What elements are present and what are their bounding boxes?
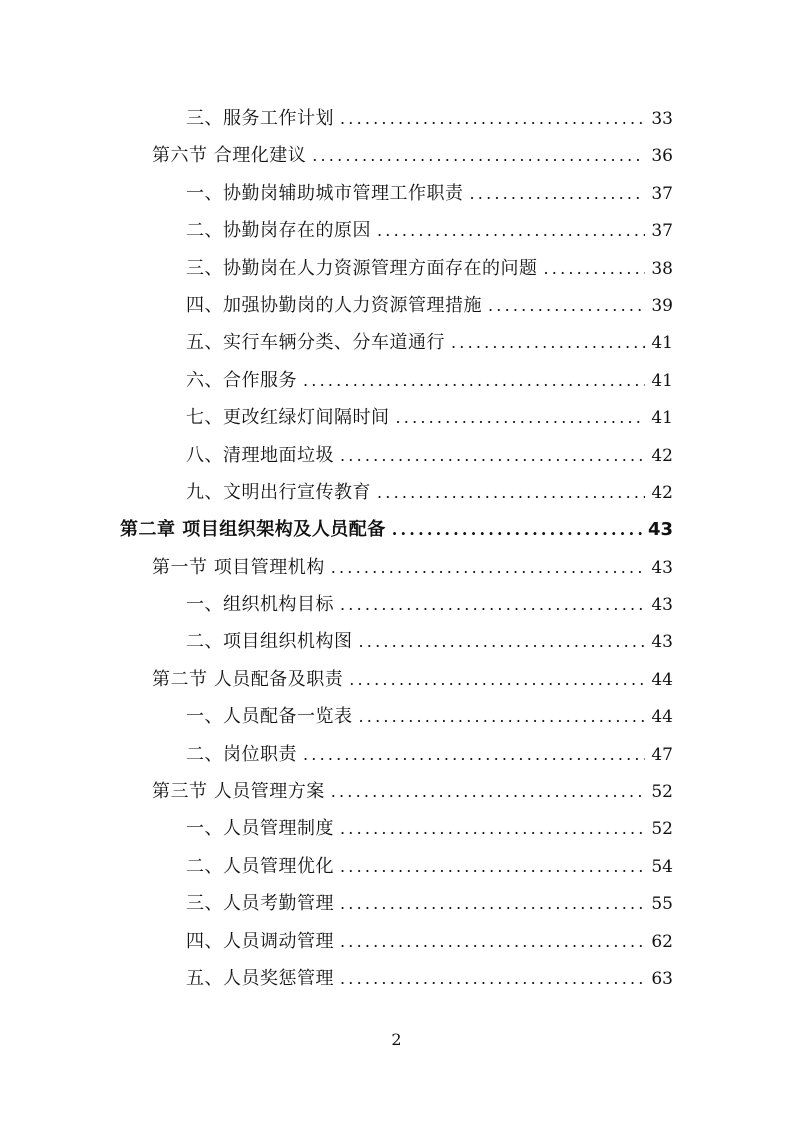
- toc-entry[interactable]: [0, 623, 793, 660]
- toc-entry-page: 37: [651, 183, 673, 204]
- toc-entry[interactable]: [0, 810, 793, 847]
- toc-entry-title: 第六节 合理化建议: [152, 145, 307, 167]
- toc-entry-title: 四、加强协勤岗的人力资源管理措施: [186, 294, 482, 316]
- toc-entry-page: 54: [651, 856, 673, 877]
- toc-entry-page: 42: [651, 445, 673, 466]
- toc-entry-title: 九、文明出行宣传教育: [186, 481, 371, 503]
- toc-dot-leader: [349, 661, 645, 698]
- toc-entry-title: 二、岗位职责: [186, 743, 297, 765]
- toc-dot-leader: [396, 399, 646, 436]
- toc-entry-page: 43: [651, 557, 673, 578]
- toc-entry-page: 42: [651, 482, 673, 503]
- page-number: 2: [391, 1030, 402, 1049]
- toc-entry-title: 第一节 项目管理机构: [152, 556, 325, 578]
- toc-entry-page: 43: [651, 632, 673, 653]
- toc-entry-title: 一、人员管理制度: [186, 818, 334, 840]
- toc-entry[interactable]: [0, 885, 793, 922]
- toc-dot-leader: [451, 324, 645, 361]
- toc-dot-leader: [340, 437, 645, 474]
- toc-chapter-entry[interactable]: [0, 511, 793, 548]
- toc-entry[interactable]: [0, 923, 793, 960]
- toc-dot-leader: [303, 736, 645, 773]
- toc-entry-page: 55: [651, 894, 673, 915]
- toc-entry-page: 36: [651, 146, 673, 167]
- toc-entry[interactable]: [0, 250, 793, 287]
- toc-entry[interactable]: [0, 287, 793, 324]
- toc-entry-page: 43: [651, 595, 673, 616]
- toc-entry-title: 六、合作服务: [186, 369, 297, 391]
- table-of-contents: [0, 100, 793, 997]
- toc-dot-leader: [331, 549, 645, 586]
- toc-entry-title: 二、协勤岗存在的原因: [186, 220, 371, 242]
- toc-entry[interactable]: [0, 100, 793, 137]
- toc-entry[interactable]: [0, 175, 793, 212]
- toc-entry[interactable]: [0, 362, 793, 399]
- toc-entry[interactable]: [0, 212, 793, 249]
- toc-entry-title: 一、组织机构目标: [186, 594, 334, 616]
- toc-entry-page: 39: [651, 295, 673, 316]
- toc-entry-title: 第二章 项目组织架构及人员配备: [120, 519, 386, 541]
- toc-entry-title: 三、人员考勤管理: [186, 893, 334, 915]
- toc-entry[interactable]: [0, 960, 793, 997]
- toc-dot-leader: [340, 848, 645, 885]
- toc-entry-page: 44: [651, 707, 673, 728]
- toc-section-entry[interactable]: [0, 661, 793, 698]
- toc-entry[interactable]: [0, 399, 793, 436]
- toc-entry-title: 三、服务工作计划: [186, 108, 334, 129]
- toc-section-entry[interactable]: [0, 137, 793, 174]
- toc-entry-title: 五、实行车辆分类、分车道通行: [186, 332, 445, 354]
- toc-entry[interactable]: [0, 437, 793, 474]
- toc-dot-leader: [340, 586, 645, 623]
- toc-entry-page: 47: [651, 744, 673, 765]
- toc-dot-leader: [544, 250, 646, 287]
- toc-entry-page: 41: [651, 370, 673, 391]
- toc-entry-page: 41: [651, 333, 673, 354]
- toc-entry[interactable]: [0, 324, 793, 361]
- toc-dot-leader: [340, 885, 645, 922]
- toc-entry-page: 37: [651, 221, 673, 242]
- toc-entry-title: 一、协勤岗辅助城市管理工作职责: [186, 182, 464, 204]
- toc-entry-title: 第二节 人员配备及职责: [152, 668, 344, 690]
- toc-dot-leader: [331, 773, 645, 810]
- toc-dot-leader: [392, 511, 642, 548]
- toc-entry[interactable]: [0, 698, 793, 735]
- toc-entry-title: 第三节 人员管理方案: [152, 781, 325, 803]
- toc-section-entry[interactable]: [0, 549, 793, 586]
- toc-dot-leader: [340, 810, 645, 847]
- toc-entry-title: 五、人员奖惩管理: [186, 967, 334, 989]
- toc-entry-page: 44: [651, 669, 673, 690]
- toc-dot-leader: [377, 474, 645, 511]
- toc-dot-leader: [340, 923, 645, 960]
- toc-section-entry[interactable]: [0, 773, 793, 810]
- toc-entry[interactable]: [0, 586, 793, 623]
- toc-entry-title: 二、人员管理优化: [186, 855, 334, 877]
- toc-dot-leader: [470, 175, 646, 212]
- toc-entry-title: 四、人员调动管理: [186, 930, 334, 952]
- toc-dot-leader: [303, 362, 645, 399]
- toc-entry-title: 三、协勤岗在人力资源管理方面存在的问题: [186, 257, 538, 279]
- toc-entry-title: 一、人员配备一览表: [186, 706, 353, 728]
- toc-entry[interactable]: [0, 736, 793, 773]
- toc-entry-page: 62: [651, 931, 673, 952]
- toc-dot-leader: [488, 287, 645, 324]
- toc-entry[interactable]: [0, 474, 793, 511]
- toc-entry-title: 八、清理地面垃圾: [186, 444, 334, 466]
- toc-entry[interactable]: [0, 848, 793, 885]
- toc-dot-leader: [312, 137, 645, 174]
- toc-dot-leader: [340, 960, 645, 997]
- toc-entry-page: 41: [651, 408, 673, 429]
- toc-dot-leader: [359, 698, 646, 735]
- toc-dot-leader: [340, 100, 645, 137]
- toc-dot-leader: [359, 623, 646, 660]
- toc-entry-page: 38: [651, 258, 673, 279]
- toc-entry-page: 43: [647, 519, 673, 541]
- toc-entry-page: 63: [651, 968, 673, 989]
- toc-entry-page: 52: [651, 782, 673, 803]
- toc-entry-page: 33: [651, 109, 673, 129]
- toc-entry-title: 七、更改红绿灯间隔时间: [186, 407, 390, 429]
- toc-entry-page: 52: [651, 819, 673, 840]
- toc-dot-leader: [377, 212, 645, 249]
- toc-entry-title: 二、项目组织机构图: [186, 631, 353, 653]
